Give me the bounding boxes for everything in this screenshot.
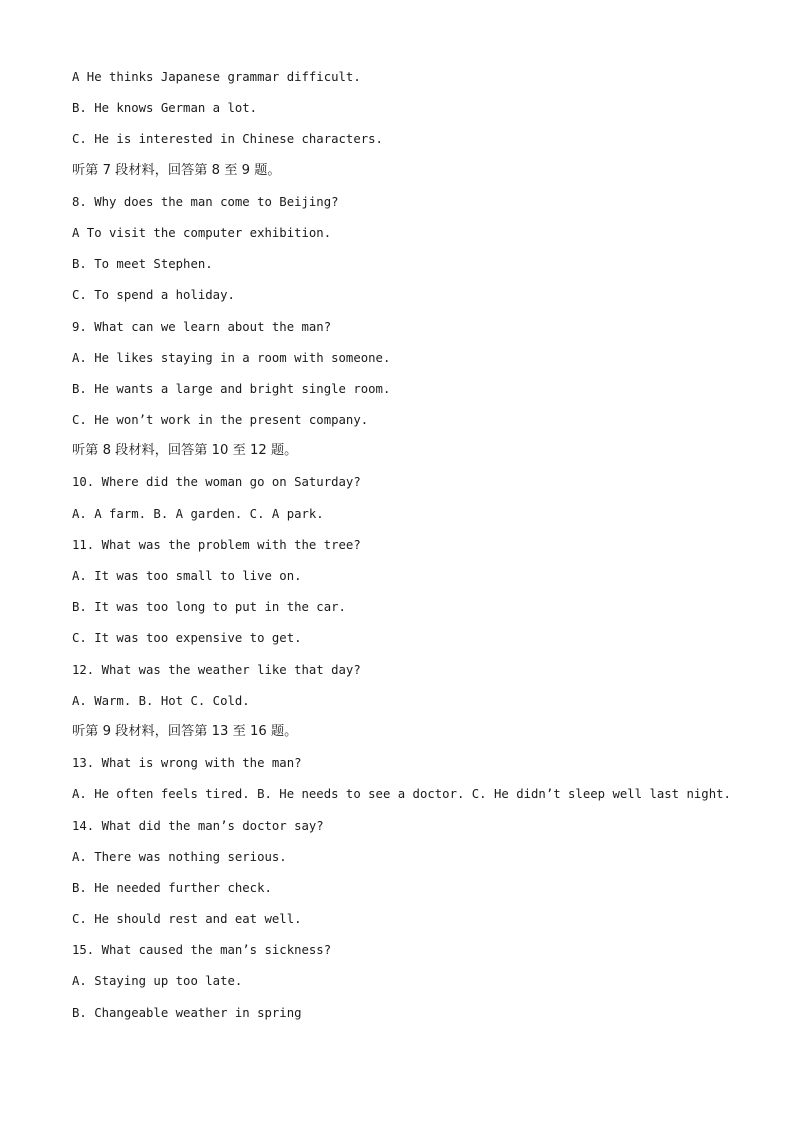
option-line: A He thinks Japanese grammar difficult. bbox=[72, 70, 361, 84]
question-line: 15. What caused the man’s sickness? bbox=[72, 943, 332, 958]
section-heading: 听第 8 段材料，回答第 10 至 12 题。 bbox=[72, 443, 298, 459]
option-line: B. Changeable weather in spring bbox=[72, 1005, 302, 1020]
question-line: 9. What can we learn about the man? bbox=[72, 319, 332, 334]
option-line: B. It was too long to put in the car. bbox=[72, 600, 346, 615]
document-page bbox=[72, 67, 762, 1034]
question-line: 10. Where did the woman go on Saturday? bbox=[72, 475, 361, 490]
option-line: B. He knows German a lot. bbox=[72, 101, 258, 116]
option-line: A. There was nothing serious. bbox=[72, 849, 287, 864]
question-line: 8. Why does the man come to Beijing? bbox=[72, 194, 339, 209]
option-line: C. He is interested in Chinese characters. bbox=[72, 132, 383, 147]
section-heading: 听第 7 段材料，回答第 8 至 9 题。 bbox=[72, 162, 281, 178]
question-line: 13. What is wrong with the man? bbox=[72, 756, 302, 771]
option-line: C. To spend a holiday. bbox=[72, 288, 235, 303]
question-line: 11. What was the problem with the tree? bbox=[72, 537, 361, 552]
option-line: A. He often feels tired. B. He needs to see a doctor. C. He didn’t sleep well last night. bbox=[72, 787, 731, 802]
option-line: A. He likes staying in a room with someone. bbox=[72, 350, 391, 365]
option-line: B. To meet Stephen. bbox=[72, 257, 213, 272]
option-line: A To visit the computer exhibition. bbox=[72, 225, 332, 240]
option-line: A. A farm. B. A garden. C. A park. bbox=[72, 506, 324, 521]
section-heading: 听第 9 段材料，回答第 13 至 16 题。 bbox=[72, 723, 298, 739]
option-line: B. He needed further check. bbox=[72, 880, 272, 895]
option-line: A. Staying up too late. bbox=[72, 974, 243, 989]
question-line: 14. What did the man’s doctor say? bbox=[72, 818, 324, 833]
option-line: C. It was too expensive to get. bbox=[72, 631, 302, 646]
option-line: C. He should rest and eat well. bbox=[72, 912, 302, 927]
question-line: 12. What was the weather like that day? bbox=[72, 662, 361, 677]
option-line: C. He won’t work in the present company. bbox=[72, 413, 369, 428]
option-line: A. Warm. B. Hot C. Cold. bbox=[72, 693, 250, 708]
option-line: A. It was too small to live on. bbox=[72, 569, 302, 583]
option-line: B. He wants a large and bright single room. bbox=[72, 381, 391, 396]
